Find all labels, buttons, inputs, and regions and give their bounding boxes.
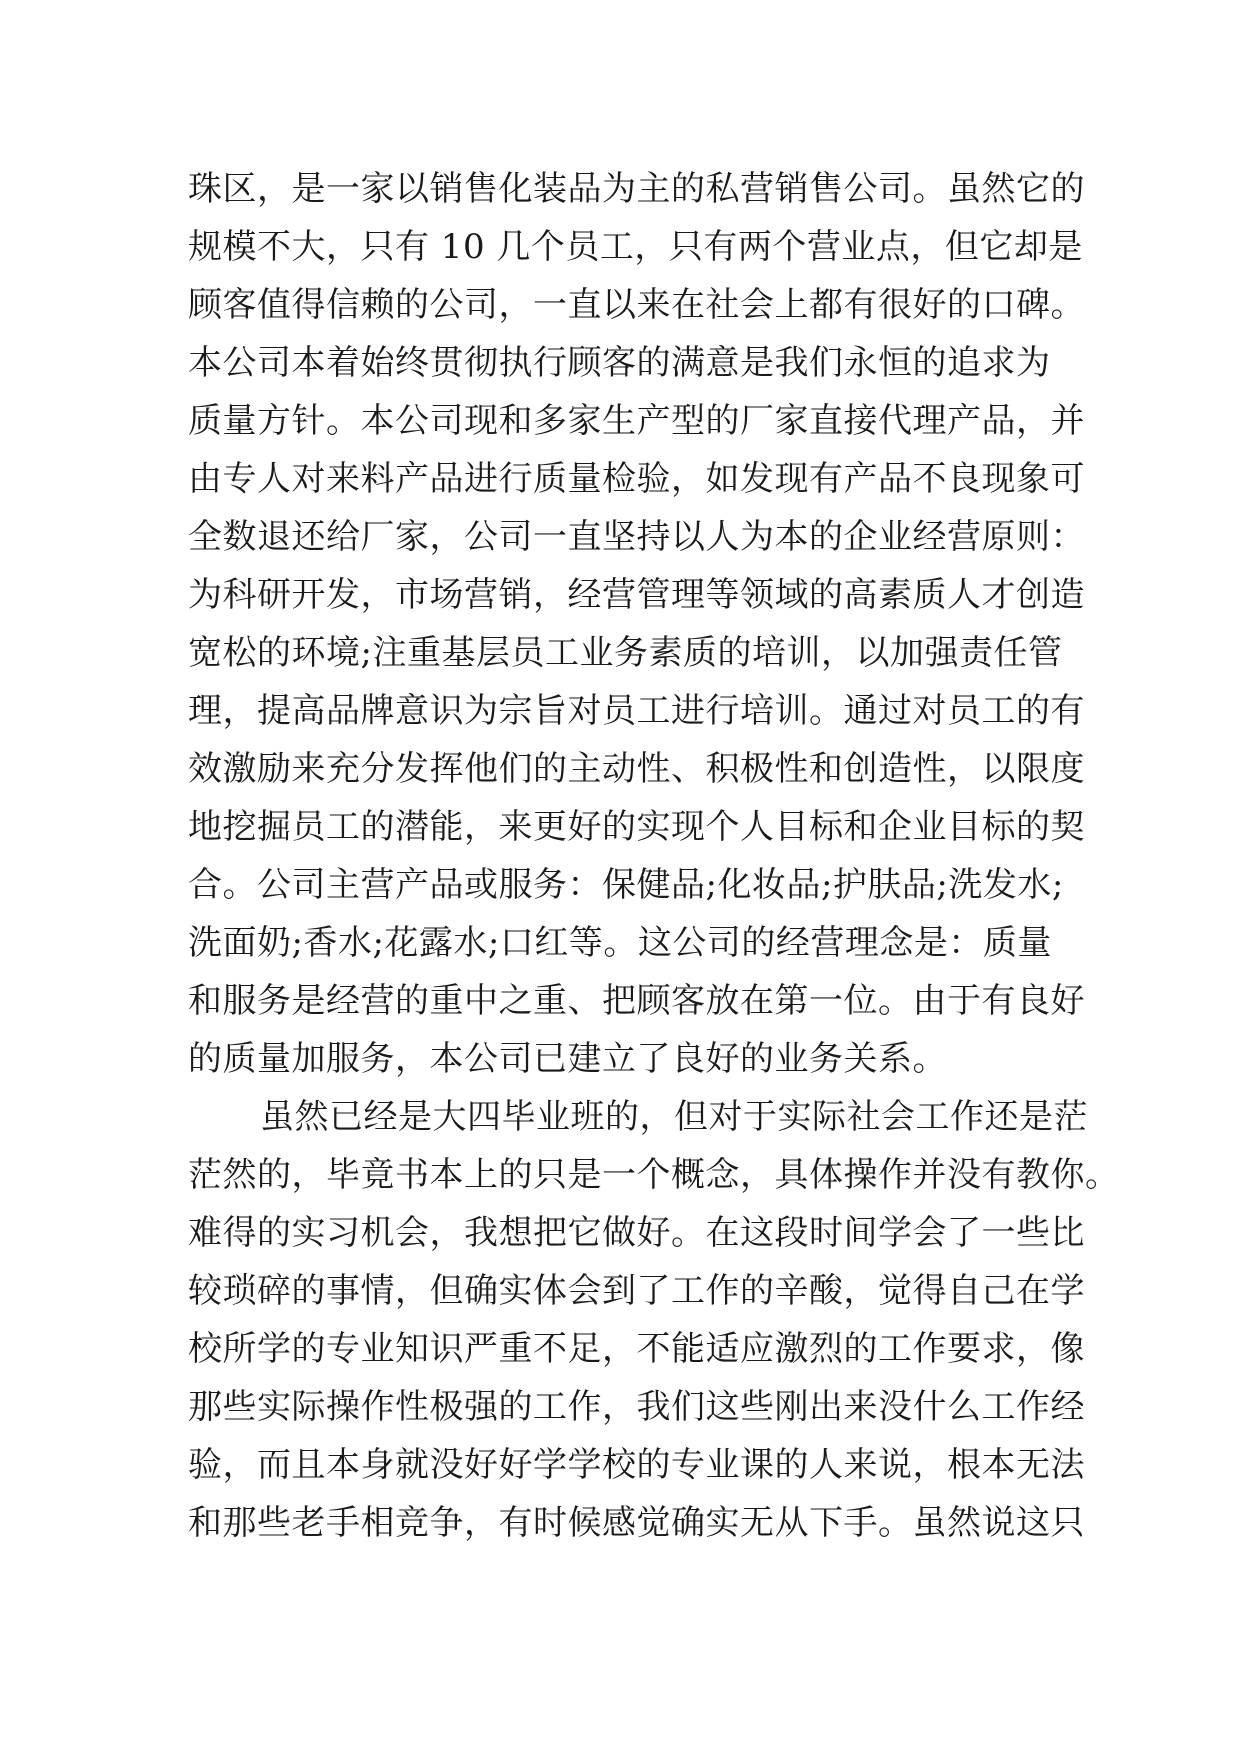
paragraph-1-line-16: 的质量加服务，本公司已建立了良好的业务关系。	[188, 1039, 947, 1079]
paragraph-1-line-4: 本公司本着始终贯彻执行顾客的满意是我们永恒的追求为	[188, 343, 1051, 383]
paragraph-2-line-6: 那些实际操作性极强的工作，我们这些刚出来没什么工作经	[188, 1387, 1085, 1427]
paragraph-1-line-11: 效激励来充分发挥他们的主动性、积极性和创造性，以限度	[188, 749, 1085, 789]
paragraph-2-line-2: 茫然的，毕竟书本上的只是一个概念，具体操作并没有教你。	[188, 1155, 1120, 1195]
paragraph-1-line-10: 理，提高品牌意识为宗旨对员工进行培训。通过对员工的有	[188, 691, 1085, 731]
paragraph-2-line-5: 校所学的专业知识严重不足，不能适应激烈的工作要求，像	[188, 1329, 1085, 1369]
paragraph-1-line-12: 地挖掘员工的潜能，来更好的实现个人目标和企业目标的契	[188, 807, 1085, 847]
paragraph-1-line-9: 宽松的环境;注重基层员工业务素质的培训，以加强责任管	[188, 633, 1063, 673]
paragraph-1-line-13: 合。公司主营产品或服务：保健品;化妆品;护肤品;洗发水;	[188, 865, 1064, 905]
paragraph-2-line-8: 和那些老手相竞争，有时候感觉确实无从下手。虽然说这只	[188, 1503, 1085, 1543]
paragraph-1-line-14: 洗面奶;香水;花露水;口红等。这公司的经营理念是：质量	[188, 923, 1052, 963]
paragraph-1-line-5: 质量方针。本公司现和多家生产型的厂家直接代理产品，并	[188, 401, 1085, 441]
paragraph-1-line-1: 珠区，是一家以销售化装品为主的私营销售公司。虽然它的	[188, 169, 1085, 209]
paragraph-2-line-1: 虽然已经是大四毕业班的，但对于实际社会工作还是茫	[260, 1097, 1088, 1137]
paragraph-1-line-6: 由专人对来料产品进行质量检验，如发现有产品不良现象可	[188, 459, 1085, 499]
document-body	[188, 160, 1120, 1552]
paragraph-2-line-7: 验，而且本身就没好好学学校的专业课的人来说，根本无法	[188, 1445, 1085, 1485]
paragraph-1-line-8: 为科研开发，市场营销，经营管理等领域的高素质人才创造	[188, 575, 1085, 615]
paragraph-1-line-15: 和服务是经营的重中之重、把顾客放在第一位。由于有良好	[188, 981, 1085, 1021]
paragraph-2-line-3: 难得的实习机会，我想把它做好。在这段时间学会了一些比	[188, 1213, 1085, 1253]
paragraph-1-line-3: 顾客值得信赖的公司，一直以来在社会上都有很好的口碑。	[188, 285, 1085, 325]
paragraph-1-line-2: 规模不大，只有 10 几个员工，只有两个营业点，但它却是	[188, 227, 1083, 267]
paragraph-2-line-4: 较琐碎的事情，但确实体会到了工作的辛酸，觉得自己在学	[188, 1271, 1085, 1311]
paragraph-1-line-7: 全数退还给厂家，公司一直坚持以人为本的企业经营原则：	[188, 517, 1085, 557]
